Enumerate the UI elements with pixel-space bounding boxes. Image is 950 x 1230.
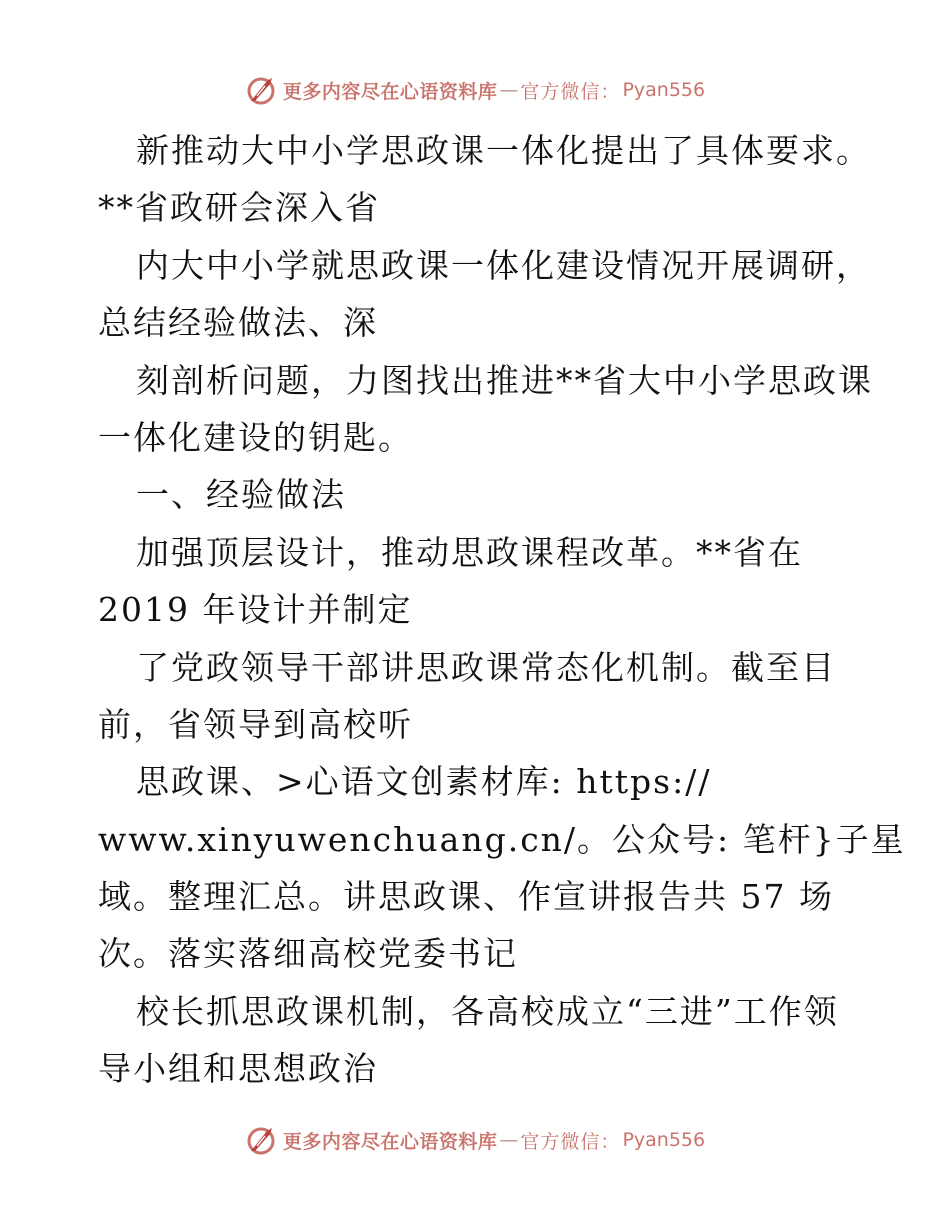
text-line-8: 加强顶层设计，推动思政课程改革。**省在 <box>136 532 803 572</box>
header-watermark-banner <box>0 70 950 110</box>
document-body <box>98 122 906 1098</box>
banner-main-text: 更多内容尽在心语资料库 <box>282 1130 498 1153</box>
quill-pen-logo-icon <box>245 74 277 106</box>
text-line-17: 导小组和思想政治 <box>98 1049 378 1089</box>
text-line-1: 新推动大中小学思政课一体化提出了具体要求。 <box>136 131 871 170</box>
section-heading: 一、经验做法 <box>136 475 346 515</box>
quill-pen-logo-icon <box>245 1124 277 1156</box>
banner-wechat-label: 官方微信： <box>520 80 621 103</box>
footer-watermark-banner <box>0 1120 950 1160</box>
banner-separator: — <box>499 1129 519 1151</box>
text-line-9: 2019 年设计并制定 <box>98 590 413 630</box>
text-line-4: 总结经验做法、深 <box>98 303 378 343</box>
text-line-16: 校长抓思政课机制，各高校成立“三进”工作领 <box>136 991 839 1031</box>
text-line-15: 次。落实落细高校党委书记 <box>98 934 518 974</box>
text-line-11: 前，省领导到高校听 <box>98 704 413 744</box>
text-line-12: 思政课、>心语文创素材库: https:// <box>136 762 712 802</box>
banner-wechat-id: Pyan556 <box>622 79 706 101</box>
text-line-3: 内大中小学就思政课一体化建设情况开展调研， <box>136 245 871 285</box>
banner-wechat-label: 官方微信： <box>520 1130 621 1153</box>
banner-main-text: 更多内容尽在心语资料库 <box>282 80 498 103</box>
text-line-2: **省政研会深入省 <box>98 188 380 228</box>
banner-separator: — <box>499 79 519 101</box>
text-line-14: 域。整理汇总。讲思政课、作宣讲报告共 57 场 <box>98 877 834 917</box>
text-line-6: 一体化建设的钥匙。 <box>98 417 413 457</box>
banner-wechat-id: Pyan556 <box>622 1129 706 1151</box>
text-line-13: www.xinyuwenchuang.cn/。公众号: 笔杆}子星 <box>98 819 906 859</box>
text-line-5: 刻剖析问题，力图找出推进**省大中小学思政课 <box>136 360 873 400</box>
text-line-10: 了党政领导干部讲思政课常态化机制。截至目 <box>136 647 836 687</box>
